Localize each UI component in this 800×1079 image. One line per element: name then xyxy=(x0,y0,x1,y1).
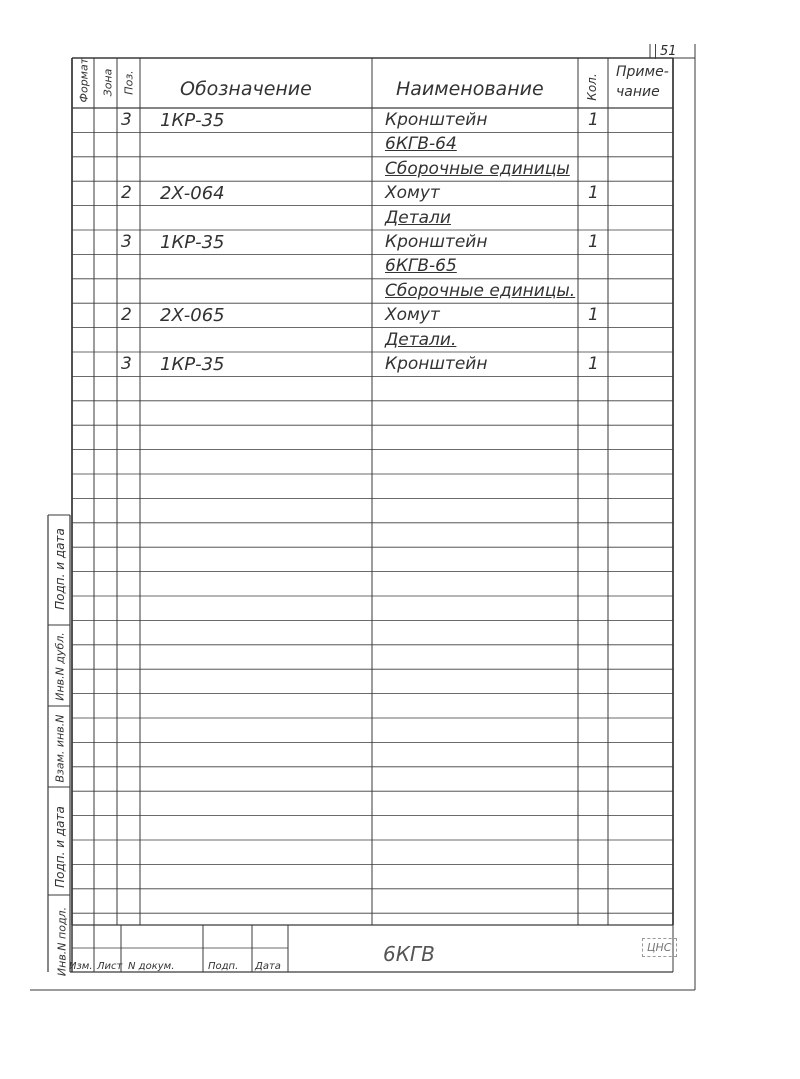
row-pos: 3 xyxy=(121,110,132,130)
row-pos: 3 xyxy=(121,232,132,252)
row-qty: 1 xyxy=(588,354,599,374)
row-designation: 2Х-065 xyxy=(160,305,225,327)
row-name: Сборочные единицы. xyxy=(385,280,576,301)
row-qty: 1 xyxy=(588,232,599,252)
tb-data: Дата xyxy=(255,961,281,972)
header-designation: Обозначение xyxy=(180,78,312,100)
tb-doc-no: N докум. xyxy=(128,961,175,972)
side-label-inv-podl: Инв.N подл. xyxy=(55,906,69,977)
row-qty: 1 xyxy=(588,183,599,204)
row-designation: 1КР-35 xyxy=(160,110,225,131)
tb-list: Лист xyxy=(97,961,123,972)
row-name: Детали. xyxy=(385,329,457,350)
page-number: 51 xyxy=(655,44,677,59)
side-label-podp-data-2: Подп. и дата xyxy=(53,806,67,888)
side-label-podp-data-1: Подп. и дата xyxy=(53,528,67,610)
header-format: Формат xyxy=(77,57,91,103)
header-name: Наименование xyxy=(396,78,544,100)
row-pos: 2 xyxy=(121,183,132,204)
row-designation: 1КР-35 xyxy=(160,232,225,253)
row-name: 6КГВ-64 xyxy=(385,134,457,155)
row-designation: 1КР-35 xyxy=(160,354,225,375)
side-label-inv-dubl: Инв.N дубл. xyxy=(53,632,67,701)
corner-stamp: ЦНС xyxy=(642,938,677,957)
tb-podp: Подп. xyxy=(208,961,239,972)
row-name: Кронштейн xyxy=(385,232,488,252)
row-name: Кронштейн xyxy=(385,354,488,374)
header-zone: Зона xyxy=(101,68,115,97)
row-pos: 3 xyxy=(121,354,132,374)
row-pos: 2 xyxy=(121,305,132,326)
row-qty: 1 xyxy=(588,110,599,130)
row-name: Сборочные единицы xyxy=(385,158,570,179)
row-name: Хомут xyxy=(385,183,440,204)
row-name: Детали xyxy=(385,207,451,228)
header-note-2: чание xyxy=(616,84,660,100)
header-qty: Кол. xyxy=(585,73,599,101)
row-name: Хомут xyxy=(385,305,440,326)
side-label-vzam-inv: Взам. инв.N xyxy=(53,714,67,783)
row-name: 6КГВ-65 xyxy=(385,256,457,277)
header-note-1: Приме- xyxy=(616,64,669,80)
tb-designation: 6КГВ xyxy=(383,942,435,966)
row-designation: 2Х-064 xyxy=(160,183,225,205)
header-pos: Поз. xyxy=(122,70,136,95)
tb-izm: Изм. xyxy=(69,961,93,972)
row-name: Кронштейн xyxy=(385,110,488,130)
row-qty: 1 xyxy=(588,305,599,326)
